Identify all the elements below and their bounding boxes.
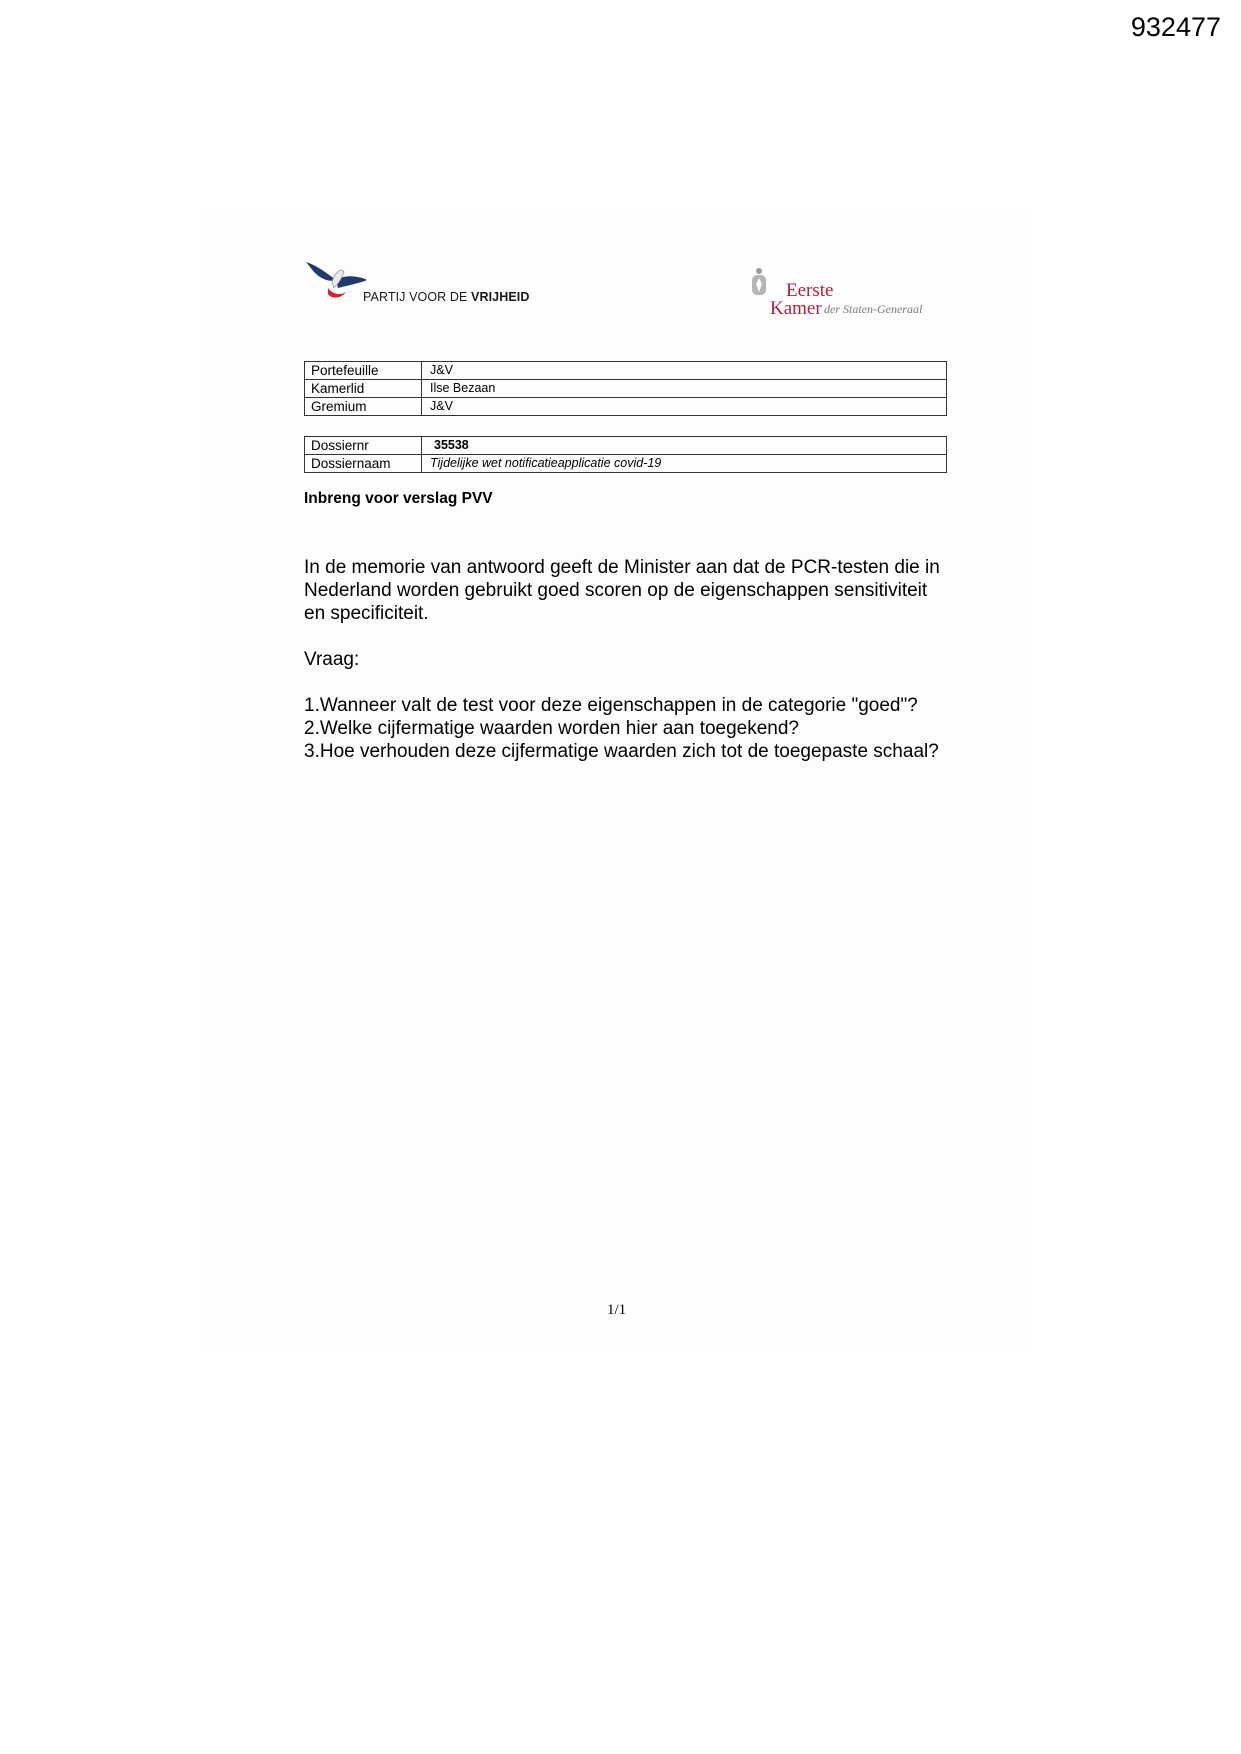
- question-item-1: 1.Wanneer valt de test voor deze eigenschappen in de categorie "goed"?: [304, 695, 918, 716]
- meta-label-kamerlid: Kamerlid: [305, 380, 422, 398]
- meta-label-dossiernaam: Dossiernaam: [305, 455, 422, 473]
- table-row: [305, 380, 947, 398]
- pvv-bird-icon: [306, 258, 366, 308]
- meta-value-portefeuille: J&V: [422, 362, 947, 380]
- meta-label-dossiernr: Dossiernr: [305, 437, 422, 455]
- table-row: [305, 437, 947, 455]
- eerste-kamer-subtitle: der Staten-Generaal: [824, 302, 923, 316]
- eerste-kamer-line1: Eerste: [786, 280, 834, 301]
- question-list: [304, 694, 944, 763]
- meta-label-portefeuille: Portefeuille: [305, 362, 422, 380]
- table-row: [305, 398, 947, 416]
- document-id: 932477: [1130, 12, 1221, 42]
- question-label: Vraag:: [304, 649, 360, 670]
- meta-value-dossiernr: 35538: [422, 437, 947, 455]
- meta-value-dossiernaam: Tijdelijke wet notificatieapplicatie covid-19: [422, 455, 947, 473]
- meta-value-gremium: J&V: [422, 398, 947, 416]
- question-item-3: 3.Hoe verhouden deze cijfermatige waarden zich tot de toegepaste schaal?: [304, 741, 939, 762]
- meta-label-gremium: Gremium: [305, 398, 422, 416]
- table-row: [305, 455, 947, 473]
- intro-paragraph: In de memorie van antwoord geeft de Minister aan dat de PCR-testen die in Nederland worden gebruikt goed scoren op de eigenschappen sensitiviteit en specificiteit.: [304, 557, 940, 624]
- eerste-kamer-logo: [748, 266, 948, 326]
- question-item-2: 2.Welke cijfermatige waarden worden hier aan toegekend?: [304, 718, 800, 739]
- pvv-logo: [306, 258, 566, 310]
- page-number: 1/1: [607, 1302, 627, 1318]
- pvv-logo-text: PARTIJ VOOR DE VRIJHEID: [363, 290, 530, 304]
- eerste-kamer-line2: Kamer: [770, 298, 822, 319]
- crest-icon: [748, 266, 770, 300]
- meta-table-dossier: [304, 436, 947, 473]
- meta-value-kamerlid: Ilse Bezaan: [422, 380, 947, 398]
- table-row: [305, 362, 947, 380]
- meta-table-portfolio: [304, 361, 947, 416]
- section-heading: Inbreng voor verslag PVV: [304, 490, 493, 507]
